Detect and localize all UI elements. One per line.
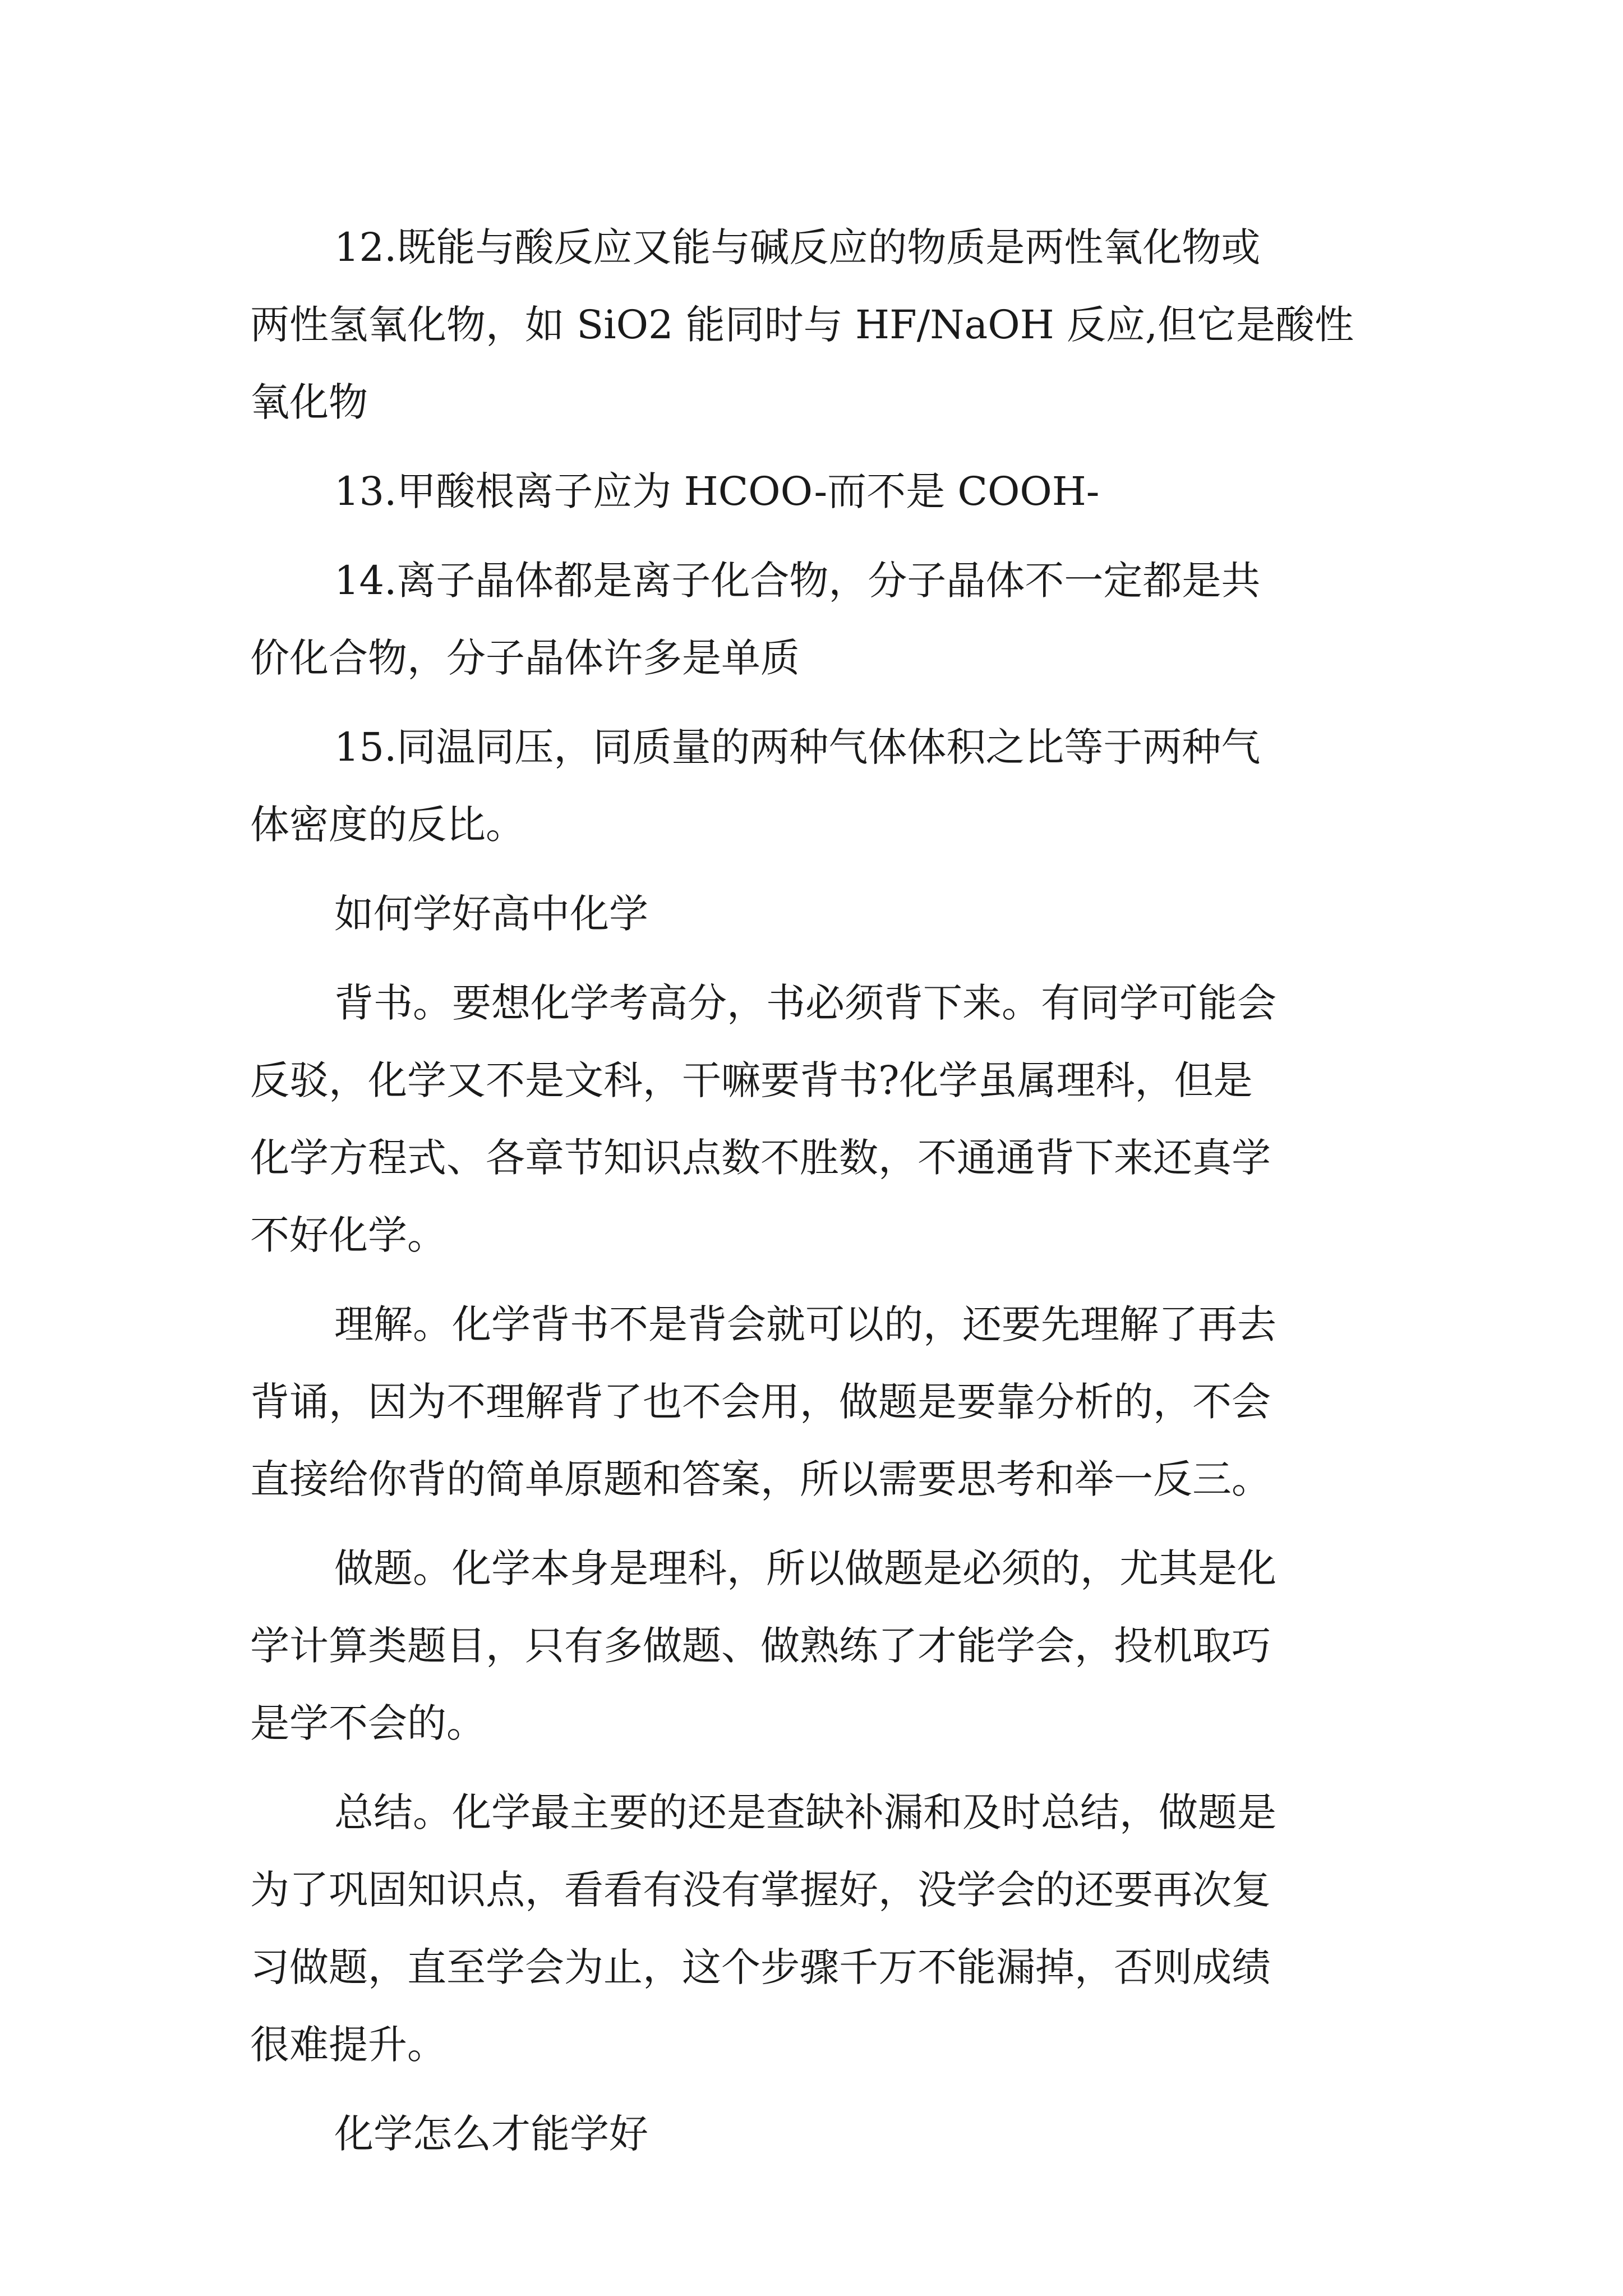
section-heading-how-to-study [250,2095,1394,2173]
text-line: 理解。化学背书不是背会就可以的，还要先理解了再去 [334,1301,1276,1347]
paragraph-summarize [250,1774,1394,2083]
text-line: 12.既能与酸反应又能与碱反应的物质是两性氧化物或 [334,224,1261,270]
text-line: 体密度的反比。 [250,802,525,848]
heading-line: 如何学好高中化学 [334,891,648,937]
section-heading-how-to-learn [250,875,1394,953]
text-line: 反驳，化学又不是文科，干嘛要背书?化学虽属理科，但是 [250,1057,1253,1103]
text-line: 为了巩固知识点，看看有没有掌握好，没学会的还要再次复 [250,1867,1271,1913]
paragraph-item-13 [250,453,1394,530]
text-line: 背诵，因为不理解背了也不会用，做题是要靠分析的，不会 [250,1379,1271,1425]
text-line: 是学不会的。 [250,1700,486,1746]
text-line: 价化合物，分子晶体许多是单质 [250,635,800,681]
paragraph-item-14 [250,542,1394,697]
text-line: 化学方程式、各章节知识点数不胜数，不通通背下来还真学 [250,1135,1271,1181]
text-line: 总结。化学最主要的还是查缺补漏和及时总结，做题是 [334,1789,1276,1835]
text-line: 做题。化学本身是理科，所以做题是必须的，尤其是化 [334,1545,1276,1591]
text-line: 学计算类题目，只有多做题、做熟练了才能学会，投机取巧 [250,1623,1271,1669]
text-line: 很难提升。 [250,2022,446,2068]
text-line: 氧化物 [250,379,368,425]
heading-line: 化学怎么才能学好 [334,2111,648,2157]
text-line: 背书。要想化学考高分，书必须背下来。有同学可能会 [334,980,1276,1026]
text-line: 不好化学。 [250,1212,446,1258]
paragraph-understand [250,1286,1394,1518]
text-line: 14.离子晶体都是离子化合物，分子晶体不一定都是共 [334,558,1261,604]
text-line: 13.甲酸根离子应为 HCOO-而不是 COOH- [334,468,1100,514]
text-line: 直接给你背的简单原题和答案，所以需要思考和举一反三。 [250,1456,1271,1502]
paragraph-practice [250,1530,1394,1762]
document-body [250,209,1394,2184]
paragraph-memorize [250,964,1394,1274]
paragraph-item-15 [250,708,1394,863]
paragraph-item-12 [250,209,1394,441]
text-line: 习做题，直至学会为止，这个步骤千万不能漏掉，否则成绩 [250,1944,1271,1990]
text-line: 15.同温同压，同质量的两种气体体积之比等于两种气 [334,724,1261,770]
text-line: 两性氢氧化物，如 SiO2 能同时与 HF/NaOH 反应,但它是酸性 [250,302,1354,348]
